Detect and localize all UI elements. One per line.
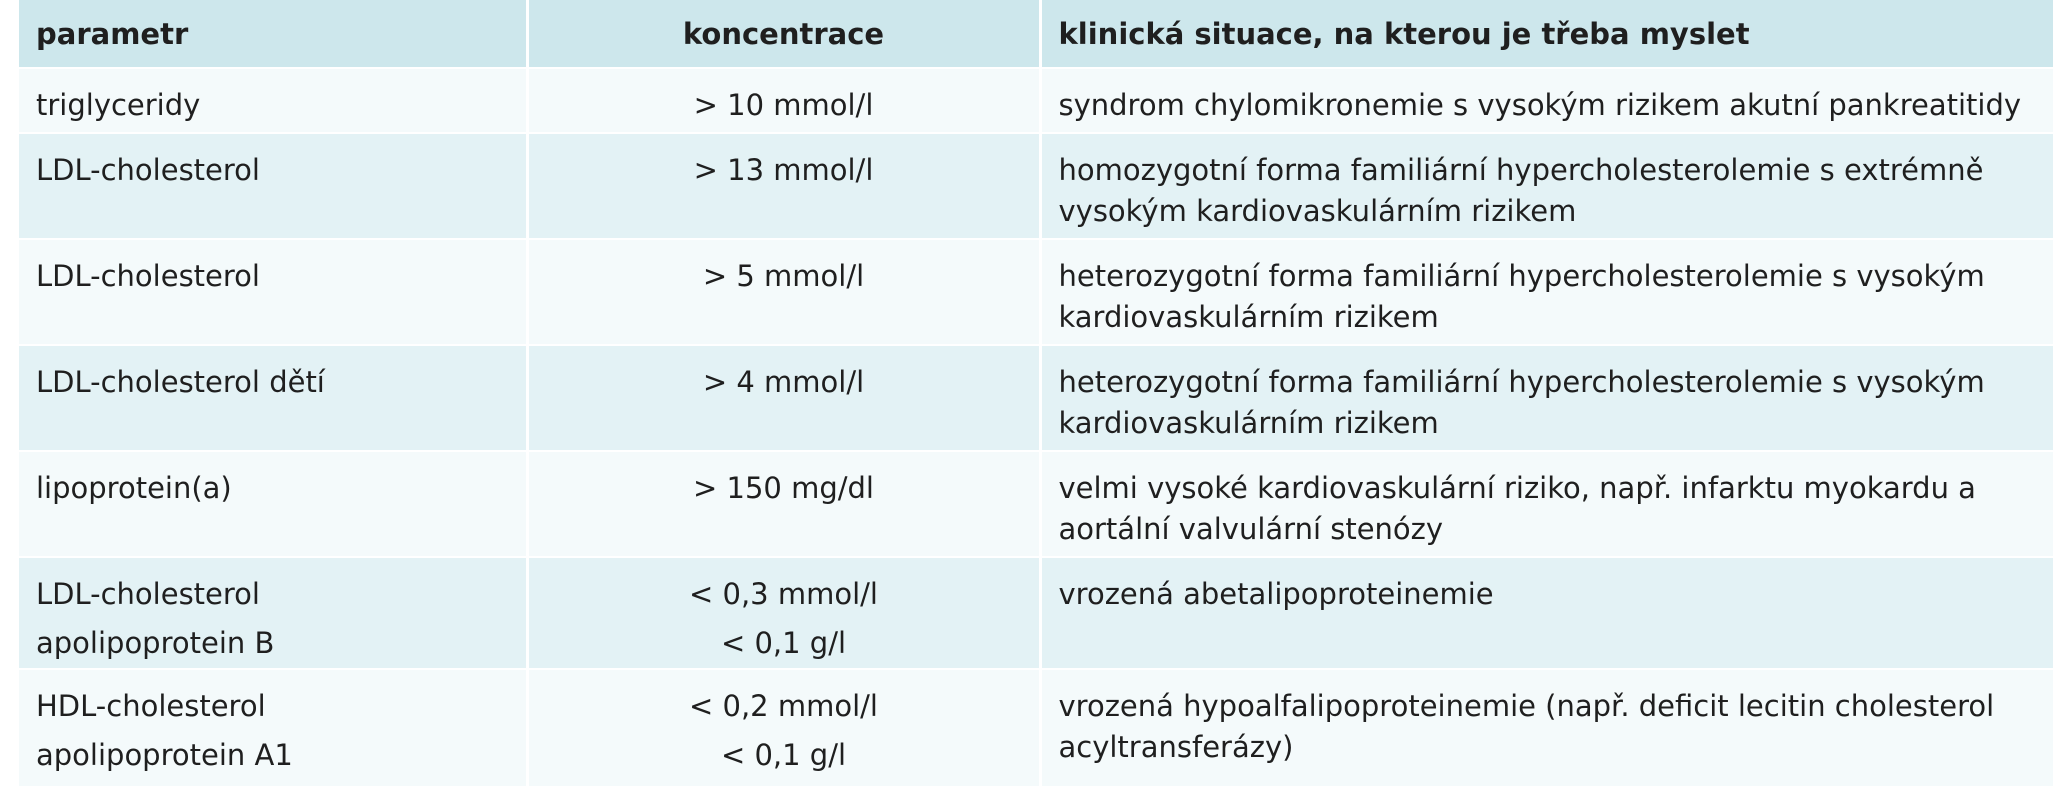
table-row <box>19 451 2053 557</box>
koncentrace-text: < 0,2 mmol/l <box>689 689 878 723</box>
table-row <box>19 68 2053 133</box>
cell-parametr <box>19 133 527 239</box>
cell-koncentrace <box>527 451 1040 557</box>
cell-koncentrace <box>527 345 1040 451</box>
header-parametr: parametr <box>19 0 527 68</box>
cell-parametr <box>19 345 527 451</box>
cell-koncentrace <box>527 557 1040 669</box>
koncentrace-text: > 10 mmol/l <box>693 88 874 122</box>
table-row <box>19 133 2053 239</box>
koncentrace-text: < 0,1 g/l <box>720 626 847 660</box>
parametr-text: LDL-cholesterol <box>36 153 260 187</box>
table-header-row <box>19 0 2053 68</box>
koncentrace-text: < 0,1 g/l <box>720 738 847 772</box>
cell-situace: velmi vysoké kardiovaskulární riziko, např. infarktu myokardu a aortální valvulární stenózy <box>1040 451 2053 557</box>
parametr-text: apolipoprotein B <box>36 626 275 660</box>
cell-koncentrace <box>527 133 1040 239</box>
parametr-text: LDL-cholesterol <box>36 259 260 293</box>
parametr-text: LDL-cholesterol <box>36 577 260 611</box>
cell-situace: homozygotní forma familiární hypercholesterolemie s extrémně vysokým kardiovaskulárním rizikem <box>1040 133 2053 239</box>
cell-parametr <box>19 557 527 669</box>
parametr-text: lipoprotein(a) <box>36 471 232 505</box>
koncentrace-text: < 0,3 mmol/l <box>689 577 878 611</box>
parametr-text: HDL-cholesterol <box>36 689 266 723</box>
cell-situace: heterozygotní forma familiární hypercholesterolemie s vysokým kardiovaskulárním rizikem <box>1040 345 2053 451</box>
table-row <box>19 557 2053 669</box>
cell-koncentrace <box>527 239 1040 345</box>
koncentrace-text: > 150 mg/dl <box>693 471 874 505</box>
cell-koncentrace <box>527 68 1040 133</box>
koncentrace-text: > 13 mmol/l <box>693 153 874 187</box>
cell-parametr <box>19 68 527 133</box>
koncentrace-text: > 5 mmol/l <box>702 259 865 293</box>
table-row <box>19 239 2053 345</box>
cell-koncentrace <box>527 669 1040 786</box>
parametr-text: triglyceridy <box>36 88 201 122</box>
table-row <box>19 669 2053 786</box>
lipid-thresholds-table <box>19 0 2053 786</box>
header-koncentrace: koncentrace <box>527 0 1040 68</box>
cell-parametr <box>19 669 527 786</box>
cell-situace: vrozená abetalipoproteinemie <box>1040 557 2053 669</box>
header-klinicka-situace: klinická situace, na kterou je třeba myslet <box>1040 0 2053 68</box>
cell-parametr <box>19 451 527 557</box>
parametr-text: apolipoprotein A1 <box>36 738 293 772</box>
cell-situace: vrozená hypoalfalipoproteinemie (např. deficit lecitin cholesterol acyltransferázy) <box>1040 669 2053 786</box>
cell-situace: syndrom chylomikronemie s vysokým rizikem akutní pankreatitidy <box>1040 68 2053 133</box>
lipid-thresholds-table-wrapper <box>19 0 2053 786</box>
koncentrace-text: > 4 mmol/l <box>702 365 865 399</box>
cell-parametr <box>19 239 527 345</box>
table-row <box>19 345 2053 451</box>
cell-situace: heterozygotní forma familiární hypercholesterolemie s vysokým kardiovaskulárním rizikem <box>1040 239 2053 345</box>
parametr-text: LDL-cholesterol dětí <box>36 365 325 399</box>
